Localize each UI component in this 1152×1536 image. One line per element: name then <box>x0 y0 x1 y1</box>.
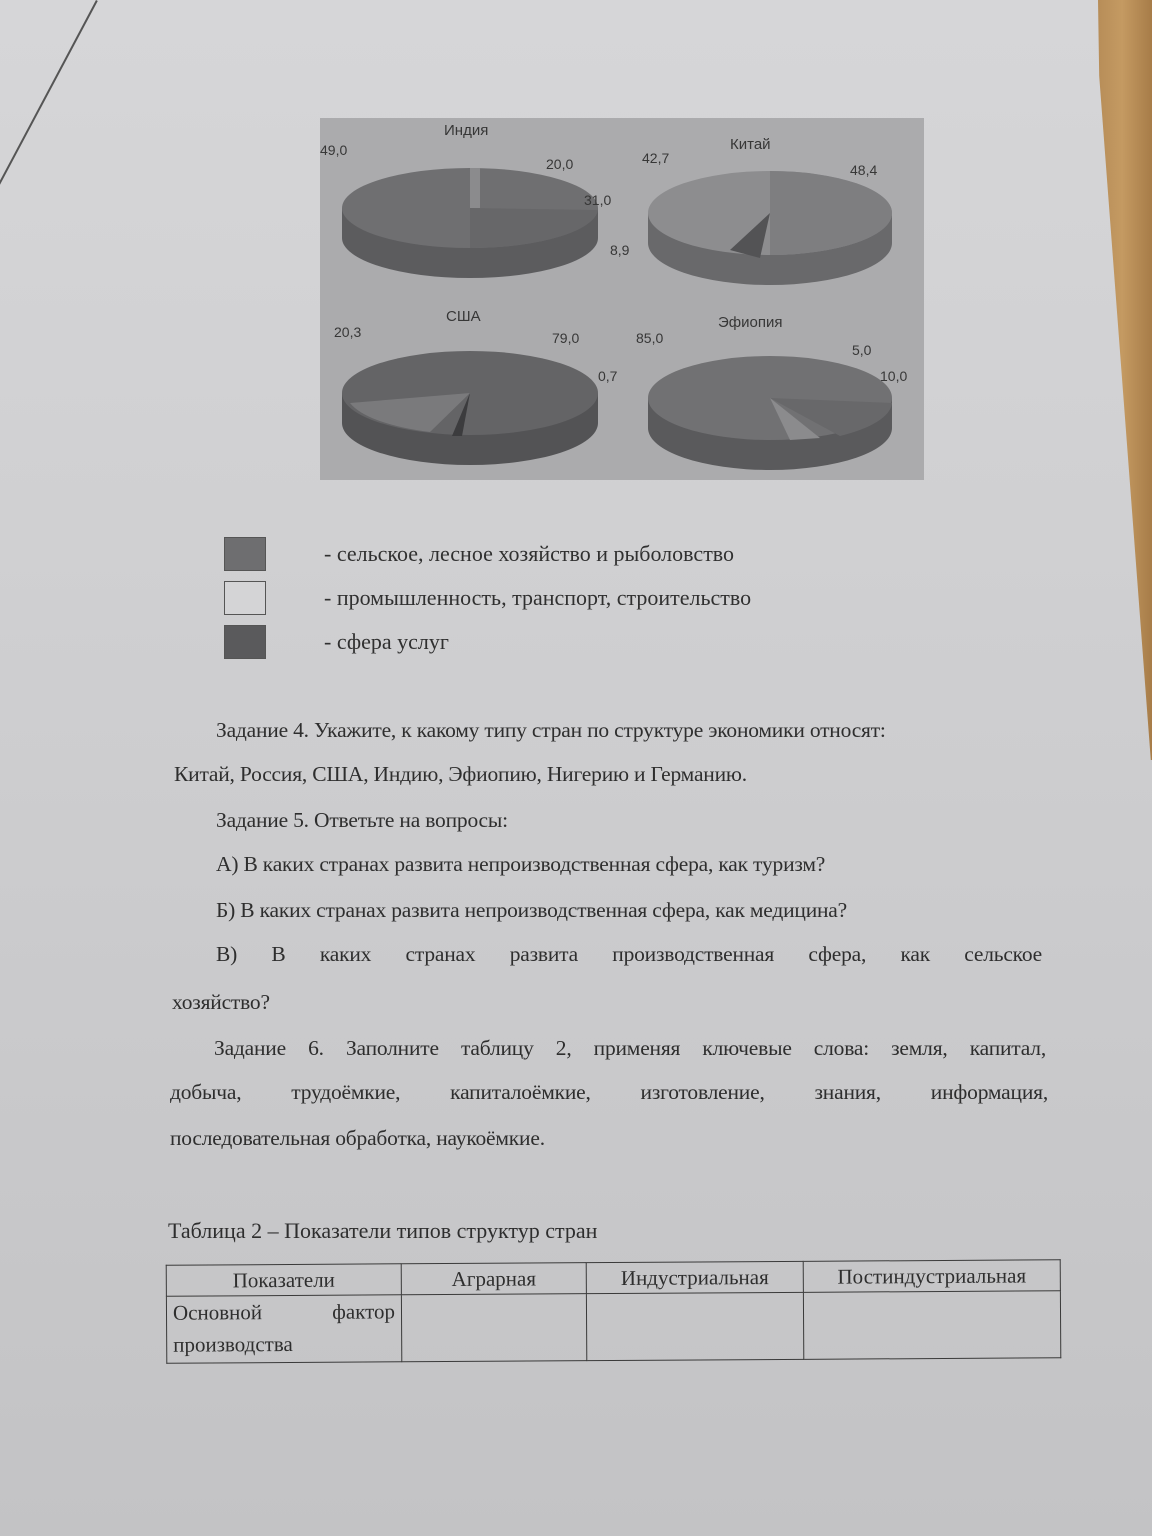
pie-ethiopia <box>648 356 892 470</box>
pie-label-ethiopia-services: 10,0 <box>880 368 908 384</box>
legend-swatch-services <box>224 625 266 659</box>
pie-label-ethiopia-agriculture: 85,0 <box>636 330 664 346</box>
pie-india <box>342 168 598 278</box>
structure-types-table <box>166 1259 1062 1363</box>
task5-question-c-line1: В) В каких странах развита производственная сфера, как сельское <box>216 942 1042 966</box>
pie-label-ethiopia-industry: 5,0 <box>852 342 872 358</box>
chart-legend <box>224 532 751 664</box>
table-cell-postindustrial[interactable] <box>803 1291 1060 1360</box>
pie-label-india-agriculture: 20,0 <box>546 156 574 172</box>
legend-swatch-industry <box>224 581 266 615</box>
pie-china <box>648 171 892 285</box>
pie-charts-figure <box>320 118 924 480</box>
legend-item-industry <box>224 576 751 620</box>
table-header: Индустриальная <box>586 1261 803 1293</box>
table-cell-indicator: Основной фактор производства <box>166 1295 401 1363</box>
pie-title-usa: США <box>446 308 481 325</box>
pie-label-china-agriculture: 8,9 <box>610 242 630 258</box>
pie-label-usa-industry: 20,3 <box>334 324 362 340</box>
task6-line3: последовательная обработка, наукоёмкие. <box>170 1126 545 1150</box>
pie-charts-svg <box>320 118 924 480</box>
task6-line1: Задание 6. Заполните таблицу 2, применяя ключевые слова: земля, капитал, <box>214 1036 1046 1060</box>
pie-label-usa-agriculture: 0,7 <box>598 368 618 384</box>
task5-title: Задание 5. Ответьте на вопросы: <box>216 808 508 832</box>
table-row <box>166 1291 1060 1363</box>
pie-label-india-industry: 31,0 <box>584 192 612 208</box>
table-header: Постиндустриальная <box>803 1260 1060 1293</box>
table-cell-agrarian[interactable] <box>401 1294 586 1362</box>
pie-label-india-services: 49,0 <box>320 142 348 158</box>
pie-title-india: Индия <box>444 122 489 139</box>
legend-label: - сфера услуг <box>324 629 449 654</box>
legend-label: - сельское, лесное хозяйство и рыболовство <box>324 541 735 566</box>
table-header: Аграрная <box>401 1263 586 1295</box>
table-caption: Таблица 2 – Показатели типов структур стран <box>168 1218 598 1243</box>
pie-label-usa-services: 79,0 <box>552 330 580 346</box>
pie-title-ethiopia: Эфиопия <box>718 314 783 331</box>
table-header: Показатели <box>166 1264 401 1296</box>
pie-usa <box>342 351 598 465</box>
pie-label-china-services: 48,4 <box>850 162 878 178</box>
task5-question-c-line2: хозяйство? <box>172 990 270 1014</box>
table-cell-industrial[interactable] <box>586 1292 803 1360</box>
task4-line1: Задание 4. Укажите, к какому типу стран по структуре экономики относят: <box>216 718 886 742</box>
pie-title-china: Китай <box>730 136 771 153</box>
legend-item-services <box>224 620 751 664</box>
task4-line2: Китай, Россия, США, Индию, Эфиопию, Нигерию и Германию. <box>174 762 747 786</box>
legend-swatch-agriculture <box>224 537 266 571</box>
task5-question-b: Б) В каких странах развита непроизводственная сфера, как медицина? <box>216 898 847 922</box>
task6-line2: добыча, трудоёмкие, капиталоёмкие, изготовление, знания, информация, <box>170 1080 1048 1104</box>
legend-label: - промышленность, транспорт, строительство <box>324 585 752 610</box>
legend-item-agriculture <box>224 532 751 576</box>
task5-question-a: А) В каких странах развита непроизводственная сфера, как туризм? <box>216 852 826 876</box>
pie-label-china-industry: 42,7 <box>642 150 670 166</box>
